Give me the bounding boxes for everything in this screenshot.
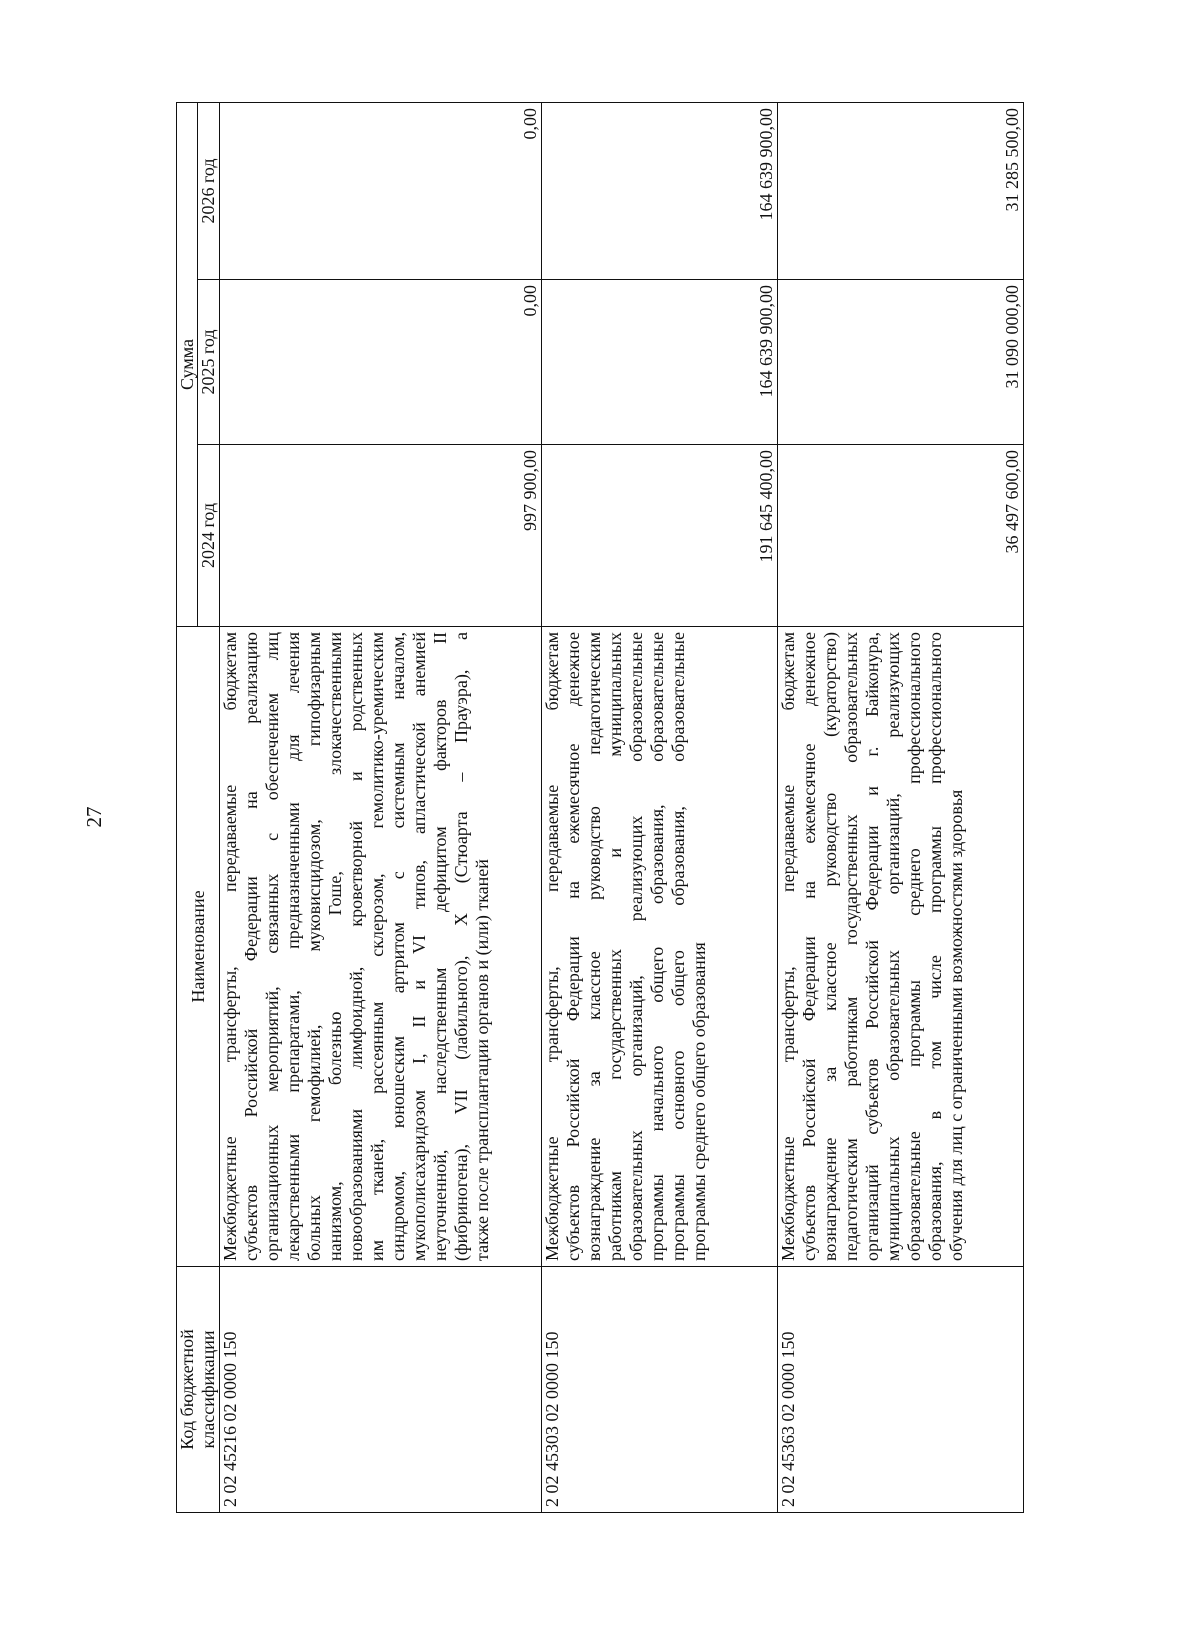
- item-name-line: (фибриногена), VII (лабильного), X (Стюарта – Прауэра), а: [451, 632, 472, 1261]
- budget-table-container: [176, 103, 1024, 1513]
- item-name-line: организаций субъектов Российской Федерации и г. Байконура,: [861, 632, 882, 1261]
- amount-2026: 0,00: [220, 103, 542, 280]
- header-sum: Сумма: [177, 103, 198, 627]
- item-name-line: образования, в том числе программы профессионального: [924, 632, 945, 1261]
- item-name-line: неуточненной, наследственным дефицитом факторов II: [430, 632, 451, 1261]
- item-name-line: синдромом, юношеским артритом с системным началом,: [388, 632, 409, 1261]
- budget-code: 2 02 45363 02 0000 150: [777, 1267, 1023, 1513]
- item-name-line: субъектов Российской Федерации на ежемесячное денежное: [563, 632, 584, 1261]
- item-name-line: больных гемофилией, муковисцидозом, гипофизарным: [304, 632, 325, 1261]
- item-name-line: обучения для лиц с ограниченными возможностями здоровья: [945, 789, 966, 1261]
- amount-2024: 191 645 400,00: [542, 445, 777, 627]
- amount-2024: 36 497 600,00: [777, 445, 1023, 627]
- table-body: [220, 103, 1024, 1513]
- budget-code: 2 02 45303 02 0000 150: [542, 1267, 777, 1513]
- item-name-line: образовательные программы среднего профессионального: [903, 632, 924, 1261]
- item-name-line: субъектов Российской Федерации на ежемесячное денежное: [798, 632, 819, 1261]
- amount-2024: 997 900,00: [220, 445, 542, 627]
- item-name-line: нанизмом, болезнью Гоше, злокачественными: [325, 632, 346, 1261]
- table-row: [542, 103, 777, 1513]
- item-name: [220, 627, 542, 1267]
- amount-2025: 31 090 000,00: [777, 280, 1023, 445]
- item-name-line: им тканей, рассеянным склерозом, гемолитико-уремическим: [367, 632, 388, 1261]
- item-name-line: образовательных организаций, реализующих образовательные: [626, 632, 647, 1261]
- page-number: 27: [82, 806, 106, 828]
- item-name-line: вознаграждение за классное руководство (кураторство): [819, 632, 840, 1261]
- item-name-line: мукополисахаридозом I, II и VI типов, апластической анемией: [409, 632, 430, 1261]
- item-name-line: Межбюджетные трансферты, передаваемые бюджетам: [777, 632, 798, 1261]
- budget-code: 2 02 45216 02 0000 150: [220, 1267, 542, 1513]
- item-name-line: субъектов Российской Федерации на реализацию: [241, 632, 262, 1261]
- header-year-2024: 2024 год: [198, 445, 220, 627]
- table-row: [777, 103, 1023, 1513]
- table-row: [220, 103, 542, 1513]
- item-name-line: педагогическим работникам государственных образовательных: [840, 632, 861, 1261]
- amount-2025: 0,00: [220, 280, 542, 445]
- item-name-line: программы основного общего образования, образовательные: [668, 632, 689, 1261]
- header-year-2026: 2026 год: [198, 103, 220, 280]
- item-name-line: организационных мероприятий, связанных с обеспечением лиц: [262, 632, 283, 1261]
- item-name-line: также после трансплантации органов и (или) тканей: [472, 859, 493, 1261]
- budget-table: [176, 102, 1024, 1513]
- item-name-line: Межбюджетные трансферты, передаваемые бюджетам: [220, 632, 241, 1261]
- header-code: Код бюджетной классификации: [177, 1267, 220, 1513]
- item-name-line: новообразованиями лимфоидной, кроветворной и родственных: [346, 632, 367, 1261]
- amount-2026: 31 285 500,00: [777, 103, 1023, 280]
- item-name-line: муниципальных образовательных организаций, реализующих: [882, 632, 903, 1261]
- item-name-line: программы начального общего образования, образовательные: [647, 632, 668, 1261]
- header-year-2025: 2025 год: [198, 280, 220, 445]
- item-name-line: работникам государственных и муниципальных: [605, 632, 626, 1261]
- item-name: [542, 627, 777, 1267]
- item-name-line: вознаграждение за классное руководство педагогическим: [584, 632, 605, 1261]
- header-name: Наименование: [177, 627, 220, 1267]
- item-name: [777, 627, 1023, 1267]
- item-name-line: программы среднего общего образования: [689, 942, 710, 1261]
- amount-2026: 164 639 900,00: [542, 103, 777, 280]
- item-name-line: лекарственными препаратами, предназначенными для лечения: [283, 632, 304, 1261]
- amount-2025: 164 639 900,00: [542, 280, 777, 445]
- item-name-line: Межбюджетные трансферты, передаваемые бюджетам: [542, 632, 563, 1261]
